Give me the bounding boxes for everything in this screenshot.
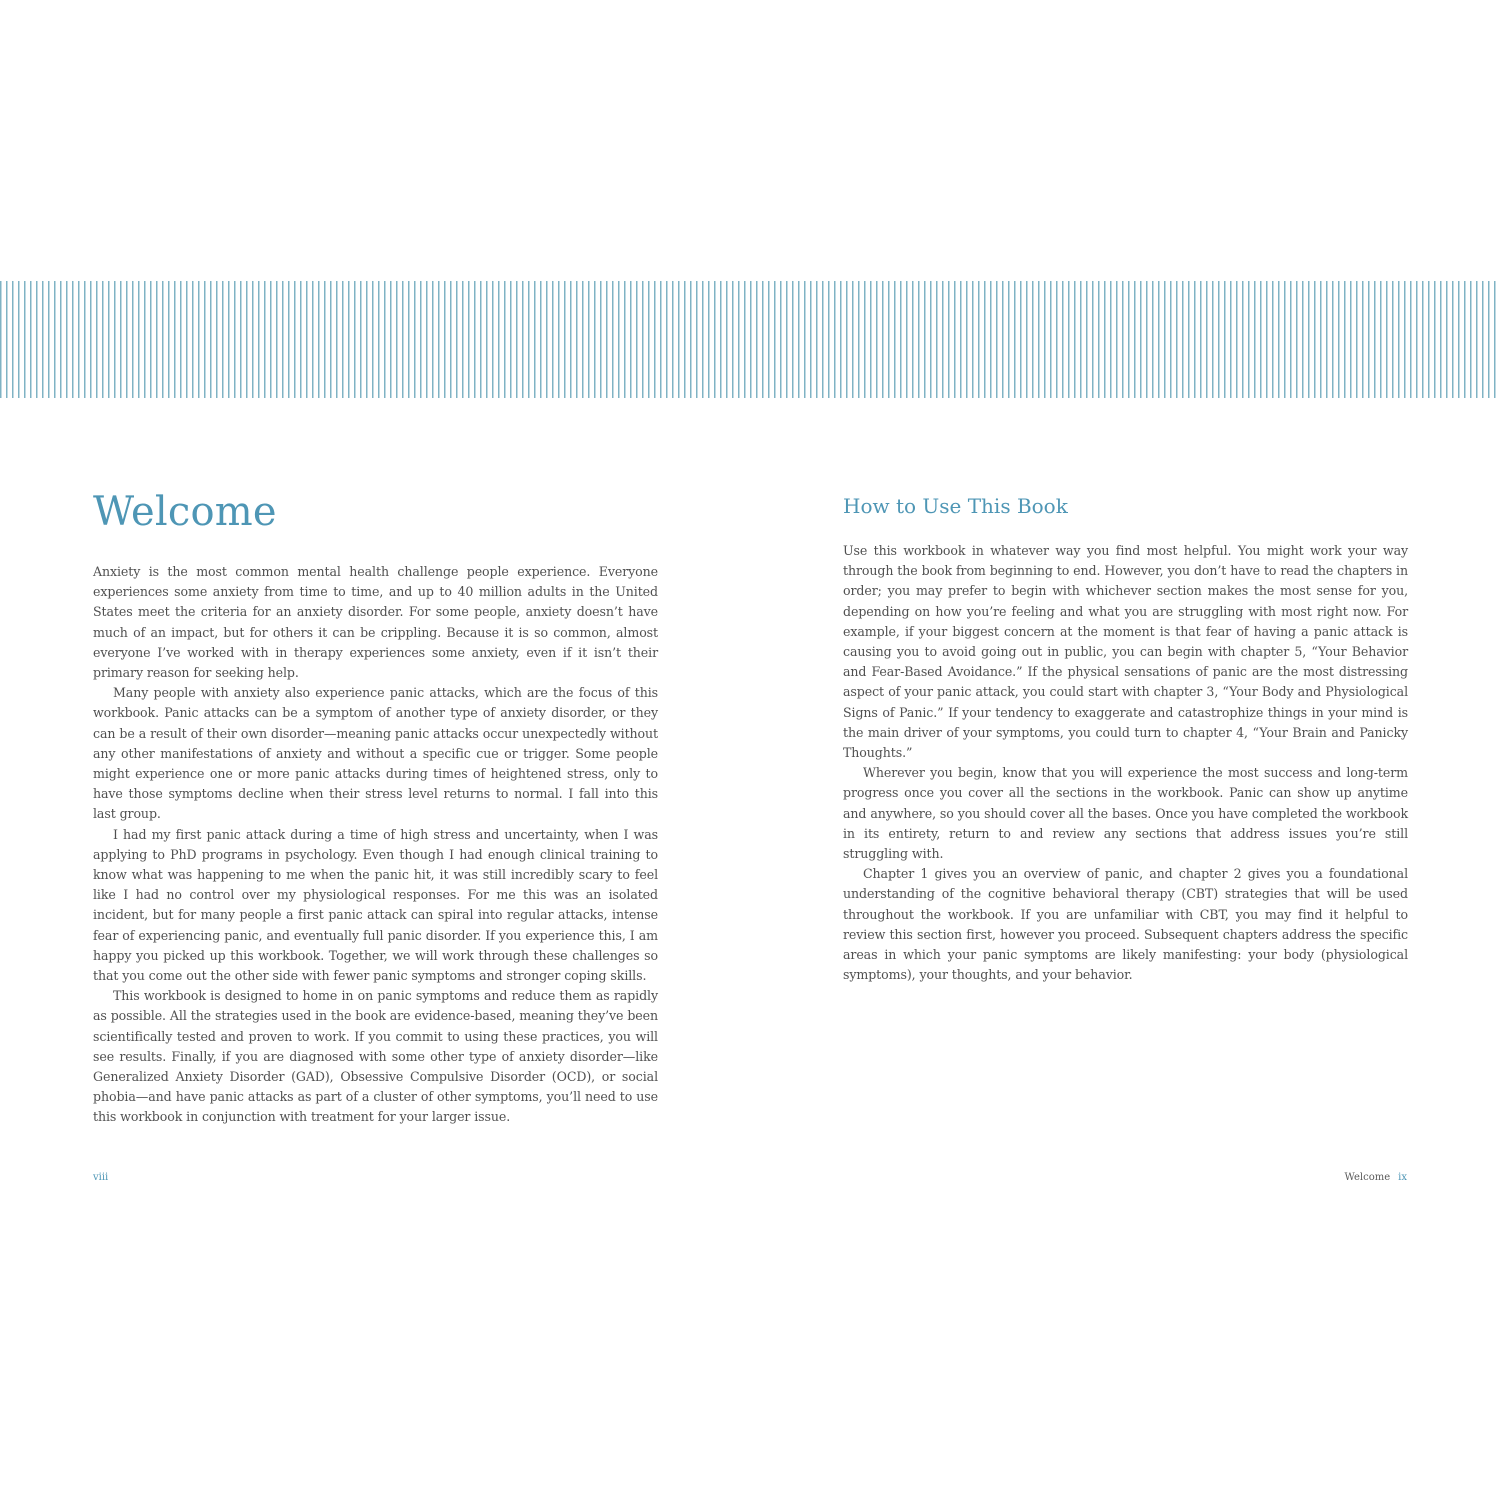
paragraph: Many people with anxiety also experience panic attacks, which are the focus of this workbook. Panic attacks can be a symptom of another type of anxiety disorder, or they can be a result of their own disorder—meaning panic attacks occur unexpectedly without any other manifestations of anxiety and without a specific cue or trigger. Some people might experience one or more panic attacks during times of heightened stress, only to have those symptoms decline when their stress level returns to normal. I fall into this last group. xyxy=(93,685,658,822)
decorative-stripe-band xyxy=(0,281,1500,398)
running-footer-right xyxy=(1345,1172,1407,1183)
page-number-left: viii xyxy=(93,1172,109,1183)
paragraph: Use this workbook in whatever way you find most helpful. You might work your way through the book from beginning to end. However, you don’t have to read the chapters in order; you may prefer to begin with whichever section makes the most sense for you, depending on how you’re feeling and what you are struggling with most right now. For example, if your biggest concern at the moment is that fear of having a panic attack is causing you to avoid going out in public, you can begin with chapter 5, “Your Behavior and Fear-Based Avoidance.” If the physical sensations of panic are the most distressing aspect of your panic attack, you could start with chapter 3, “Your Body and Physiological Signs of Panic.” If your tendency to exaggerate and catastrophize things in your mind is the main driver of your symptoms, you could turn to chapter 4, “Your Brain and Panicky Thoughts.” xyxy=(843,543,1408,761)
section-heading: How to Use This Book xyxy=(843,494,1068,518)
right-page xyxy=(843,491,1408,985)
paragraph: This workbook is designed to home in on panic symptoms and reduce them as rapidly as possible. All the strategies used in the book are evidence-based, meaning they’ve been scientifically tested and proven to work. If you commit to using these practices, you will see results. Finally, if you are diagnosed with some other type of anxiety disorder—like Generalized Anxiety Disorder (GAD), Obsessive Compulsive Disorder (OCD), or social phobia—and have panic attacks as part of a cluster of other symptoms, you’ll need to use this workbook in conjunction with treatment for your larger issue. xyxy=(93,988,658,1125)
paragraph: Anxiety is the most common mental health challenge people experience. Everyone experiences some anxiety from time to time, and up to 40 million adults in the United States meet the criteria for an anxiety disorder. For some people, anxiety doesn’t have much of an impact, but for others it can be crippling. Because it is so common, almost everyone I’ve worked with in therapy experiences some anxiety, even if it isn’t their primary reason for seeking help. xyxy=(93,564,658,681)
paragraph: Wherever you begin, know that you will experience the most success and long-term progress once you cover all the sections in the workbook. Panic can show up anytime and anywhere, so you should cover all the bases. Once you have completed the workbook in its entirety, return to and review any sections that address issues you’re still struggling with. xyxy=(843,765,1408,862)
right-page-body xyxy=(843,541,1408,985)
page-title: Welcome xyxy=(93,489,277,535)
left-page xyxy=(93,484,658,1128)
running-head: Welcome xyxy=(1344,1172,1391,1183)
paragraph: I had my first panic attack during a time of high stress and uncertainty, when I was applying to PhD programs in psychology. Even though I had enough clinical training to know what was happening to me when the panic hit, it was still incredibly scary to feel like I had no control over my physiological responses. For me this was an isolated incident, but for many people a first panic attack can spiral into regular attacks, intense fear of experiencing panic, and eventually full panic disorder. If you experience this, I am happy you picked up this workbook. Together, we will work through these challenges so that you come out the other side with fewer panic symptoms and stronger coping skills. xyxy=(93,826,658,984)
page-number-right: ix xyxy=(1398,1172,1407,1183)
paragraph: Chapter 1 gives you an overview of panic, and chapter 2 gives you a foundational understanding of the cognitive behavioral therapy (CBT) strategies that will be used throughout the workbook. If you are unfamiliar with CBT, you may find it helpful to review this section first, however you proceed. Subsequent chapters address the specific areas in which your panic symptoms are likely manifesting: your body (physiological symptoms), your thoughts, and your behavior. xyxy=(843,866,1408,983)
left-page-body xyxy=(93,562,658,1128)
